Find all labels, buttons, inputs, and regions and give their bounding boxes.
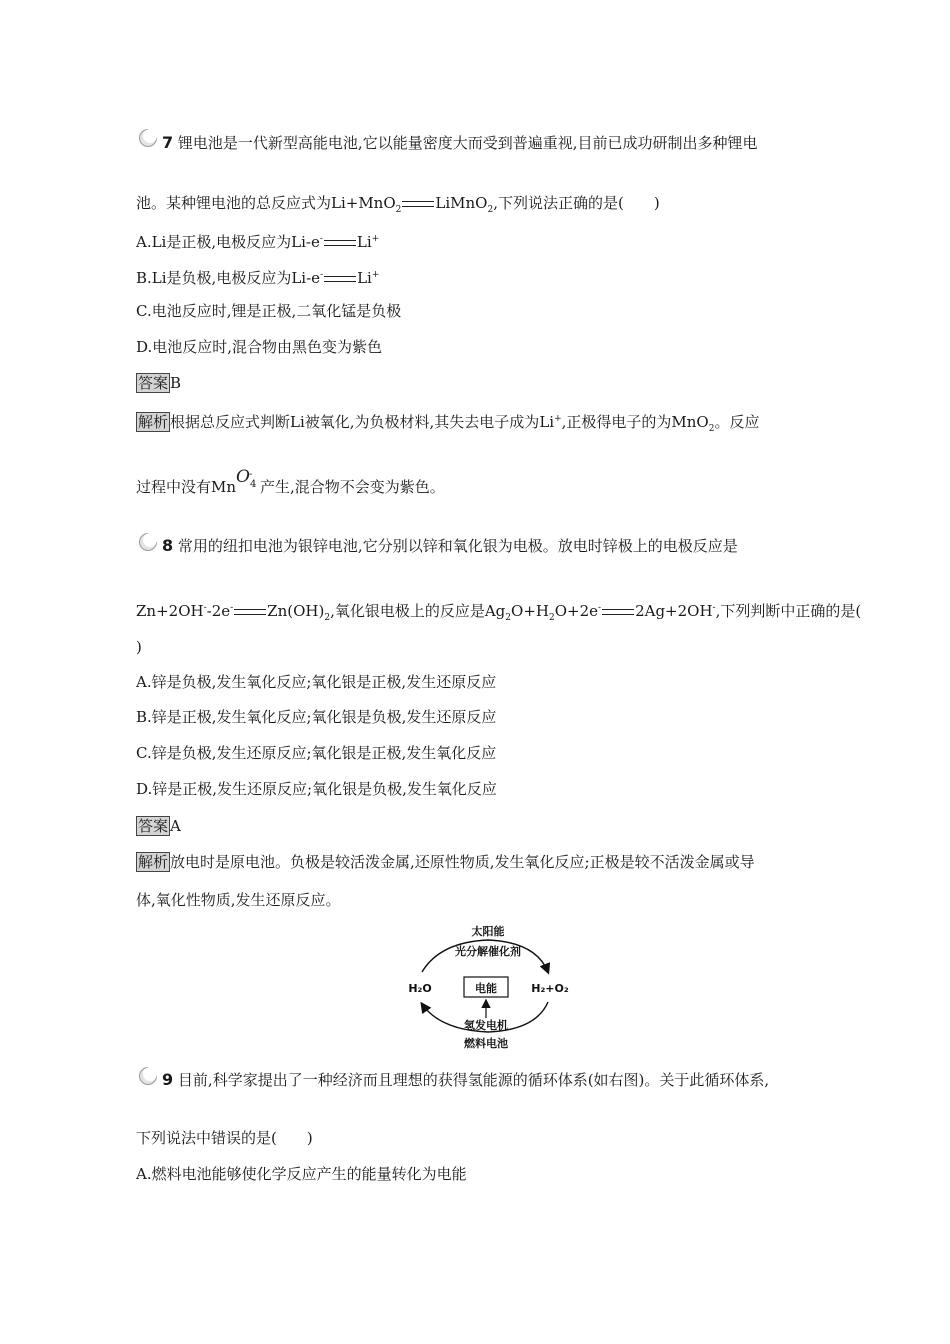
diagram-catalyst-label: 光分解催化剂 <box>455 945 521 958</box>
diagram-right-label: H₂+O₂ <box>531 982 569 995</box>
answer-value: A <box>170 817 181 835</box>
q7-answer <box>136 372 850 394</box>
q8-stem-line1: 8 常用的纽扣电池为银锌电池,它分别以锌和氧化银为电极。放电时锌极上的电极反应是 <box>162 536 738 555</box>
q8-analysis-line2: 体,氧化性物质,发生还原反应。 <box>136 891 341 909</box>
question-bullet-icon <box>138 532 158 552</box>
q8-stem-line3: ) <box>136 638 142 656</box>
q8-answer <box>136 815 850 837</box>
equals-sign-icon <box>324 276 356 282</box>
analysis-tag: 解析 <box>138 853 169 871</box>
q8-option-d: D.锌是正极,发生还原反应;氧化银是负极,发生氧化反应 <box>136 780 497 798</box>
question-bullet-icon <box>138 1066 158 1086</box>
q8-option-a: A.锌是负极,发生氧化反应;氧化银是正极,发生还原反应 <box>136 673 497 691</box>
hydrogen-cycle-diagram <box>400 922 576 1052</box>
q9-stem-line1: 9 目前,科学家提出了一种经济而且理想的获得氢能源的循环体系(如右图)。关于此循环体系, <box>162 1070 770 1089</box>
diagram-generator-label: 氢发电机 <box>464 1019 508 1032</box>
q7-stem-line1: 7 锂电池是一代新型高能电池,它以能量密度大而受到普遍重视,目前已成功研制出多种锂电 <box>162 133 758 152</box>
q7-analysis-line1: 解析 根据总反应式判断Li被氧化,为负极材料,其失去电子成为Li+,正极得电子的为MnO$_2$。反应 <box>138 413 760 434</box>
q8-option-b: B.锌是正极,发生氧化反应;氧化银是负极,发生还原反应 <box>136 708 497 726</box>
q8-stem-line2: Zn+2OH--2e- $Zn(OH)_2$,氧化银电极上的反应是$Ag_2O+H_2O+2e^-$ 2Ag+2OH-,下列判断中正确的是( <box>136 602 862 623</box>
q7-option-c: C.电池反应时,锂是正极,二氧化锰是负极 <box>136 302 402 320</box>
q9-option-a: A.燃料电池能够使化学反应产生的能量转化为电能 <box>136 1165 467 1183</box>
q7-stem-line2: 池。某种锂电池的总反应式为Li+MnO$_2$ LiMnO$_2$,下列说法正确的是( ) <box>136 194 660 215</box>
q8-number: 8 <box>162 536 174 555</box>
q7-number: 7 <box>162 133 174 152</box>
q8-analysis-line1: 解析 放电时是原电池。负极是较活泼金属,还原性物质,发生氧化反应;正极是较不活泼金属或导 <box>138 853 755 871</box>
diagram-left-label: H₂O <box>408 982 432 995</box>
q9-stem-line2: 下列说法中错误的是( ) <box>136 1129 313 1147</box>
analysis-tag: 解析 <box>138 413 169 431</box>
q7-option-a: A.Li是正极,电极反应为Li-e- Li+ <box>136 233 380 251</box>
diagram-fuelcell-label: 燃料电池 <box>464 1037 508 1050</box>
equals-sign-icon <box>234 609 266 615</box>
q8-option-c: C.锌是负极,发生还原反应;氧化银是正极,发生氧化反应 <box>136 744 497 762</box>
equals-sign-icon <box>324 240 356 246</box>
answer-tag: 答案 <box>138 817 169 835</box>
diagram-center-label: 电能 <box>475 982 497 995</box>
q7-analysis-line2: 过程中没有Mn O - 4 产生,混合物不会变为紫色。 <box>136 467 445 496</box>
answer-value: B <box>170 374 182 392</box>
equals-sign-icon <box>602 609 634 615</box>
diagram-top-label: 太阳能 <box>471 925 505 938</box>
q9-number: 9 <box>162 1070 174 1089</box>
equals-sign-icon <box>402 201 434 207</box>
answer-tag: 答案 <box>138 374 169 392</box>
q7-option-b: B.Li是负极,电极反应为Li-e- Li+ <box>136 269 380 287</box>
q7-option-d: D.电池反应时,混合物由黑色变为紫色 <box>136 338 383 356</box>
question-bullet-icon <box>138 128 158 148</box>
